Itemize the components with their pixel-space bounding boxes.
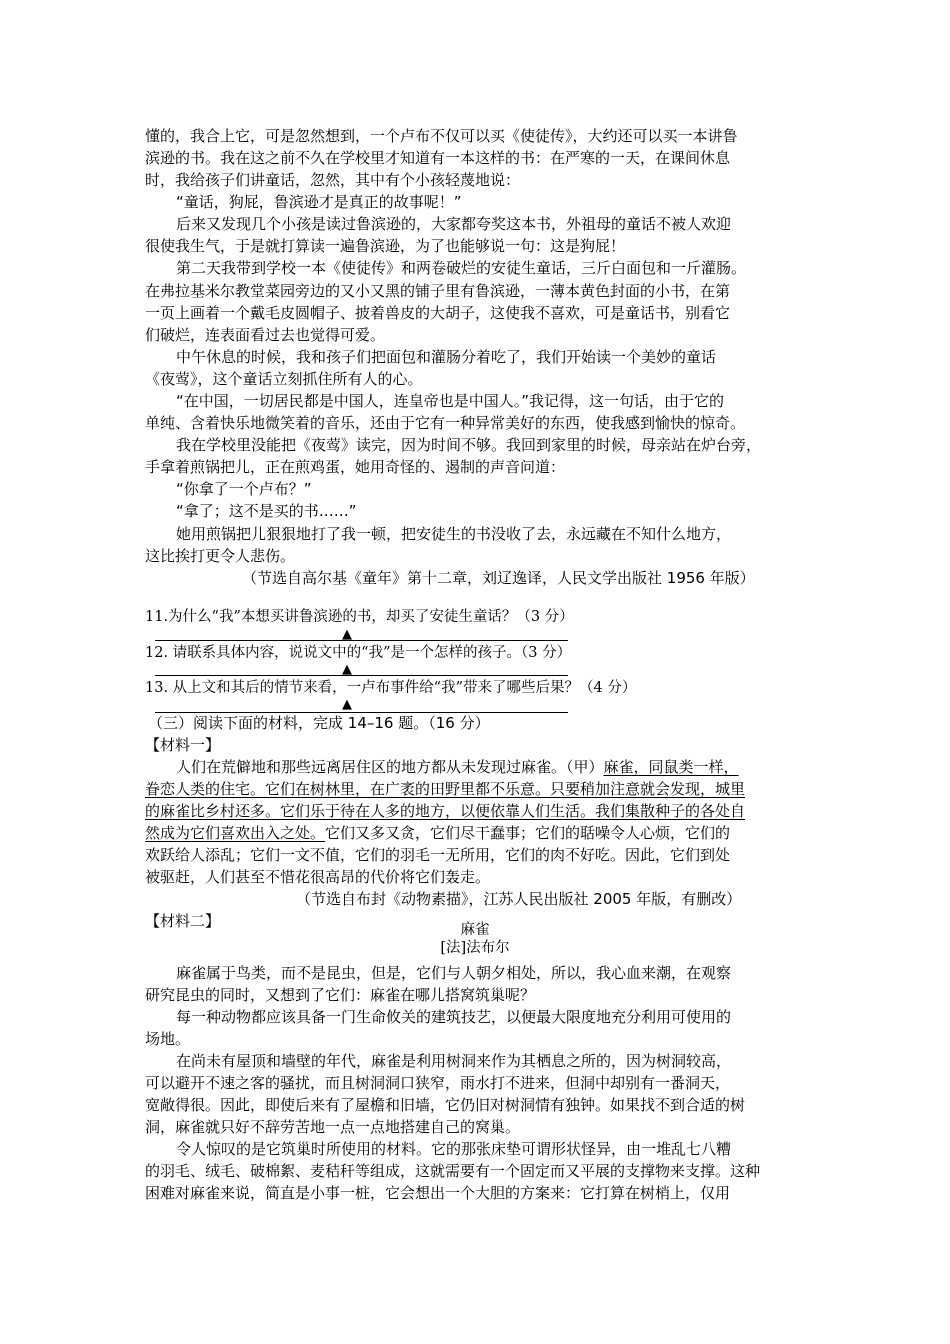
material-2-line: 困难对麻雀来说，简直是小事一桩，它会想出一个大胆的方案来：它打算在树梢上，仅用 xyxy=(145,1184,731,1202)
question-13: 13. 从上文和其后的情节来看，一卢布事件给“我”带来了哪些后果？（4 分） xyxy=(145,680,637,696)
question-12: 12. 请联系具体内容，说说文中的“我”是一个怎样的孩子。（3 分） xyxy=(145,645,572,661)
material-2-line: 麻雀属于鸟类，而不是昆虫，但是，它们与人朝夕相处，所以，我心血来潮，在观察 xyxy=(176,964,732,982)
passage-line: 滨逊的书。我在这之前不久在学校里才知道有一本这样的书：在严寒的一天，在课间休息 xyxy=(145,149,731,167)
material-2-line: 宽敞得很。因此，即使后来有了屋檐和旧墙，它仍旧对树洞情有独钟。如果找不到合适的树 xyxy=(145,1096,746,1114)
passage-line: “拿了；这不是买的书……” xyxy=(176,502,357,520)
underlined-text: 然成为它们喜欢出入之处。 xyxy=(145,824,326,842)
passage-line: 们破烂，连表面看过去也觉得可爱。 xyxy=(145,326,386,344)
passage-source: （节选自高尔基《童年》第十二章，刘辽逸译，人民文学出版社 1956 年版） xyxy=(242,569,755,587)
material-2-author: [法]法布尔 xyxy=(440,940,510,956)
material-1-text: 人们在荒僻地和那些远离居住区的地方都从未发现过麻雀。（甲） xyxy=(176,758,604,776)
section-heading: （三）阅读下面的材料，完成 14–16 题。（16 分） xyxy=(148,714,490,732)
underlined-text: 眷恋人类的住宅。它们在树林里，在广袤的田野里都不乐意。只要稍加注意就会发现，城里 xyxy=(145,780,746,798)
material-2-line: 场地。 xyxy=(145,1030,191,1048)
material-2-title: 麻雀 xyxy=(460,922,490,938)
passage-line: 《夜莺》，这个童话立刻抓住所有人的心。 xyxy=(145,370,423,388)
material-1-text: 它们又多又贪，它们尽干蠢事；它们的聒噪令人心烦，它们的 xyxy=(325,824,731,842)
underlined-text: 麻雀，同鼠类一样， xyxy=(603,758,739,776)
material-1-label: 【材料一】 xyxy=(145,736,221,754)
passage-line: “童话，狗屁，鲁滨逊才是真正的故事呢！” xyxy=(176,193,462,211)
answer-marker: ▲ xyxy=(342,627,352,642)
passage-line: 中午休息的时候，我和孩子们把面包和灌肠分着吃了，我们开始读一个美妙的童话 xyxy=(176,348,717,366)
answer-line xyxy=(155,675,568,676)
material-2-line: 令人惊叹的是它筑巢时所使用的材料。它的那张床垫可谓形状怪异，由一堆乱七八糟 xyxy=(176,1140,732,1158)
material-1-line xyxy=(145,822,730,844)
material-2-line: 每一种动物都应该具备一门生命攸关的建筑技艺，以便最大限度地充分利用可使用的 xyxy=(176,1008,732,1026)
material-1-line: 欢跃给人添乱；它们一文不值，它们的羽毛一无所用，它们的肉不好吃。因此，它们到处 xyxy=(145,846,731,864)
material-2-label: 【材料二】 xyxy=(145,912,221,930)
answer-marker: ▲ xyxy=(342,697,352,712)
passage-line: 这比挨打更令人悲伤。 xyxy=(145,547,296,565)
passage-line: 后来又发现几个小孩是读过鲁滨逊的，大家都夸奖这本书，外祖母的童话不被人欢迎 xyxy=(176,215,732,233)
passage-line: 单纯、含着快乐地微笑着的音乐，还由于它有一种异常美好的东西，使我感到愉快的惊奇。 xyxy=(145,414,746,432)
passage-line: 第二天我带到学校一本《使徒传》和两卷破烂的安徒生童话，三斤白面包和一斤灌肠。 xyxy=(176,259,747,277)
passage-line: 懂的，我合上它，可是忽然想到，一个卢布不仅可以买《使徒传》，大约还可以买一本讲鲁 xyxy=(145,127,738,145)
underlined-text: 的麻雀比乡村还多。它们乐于待在人多的地方，以便依靠人们生活。我们集散种子的各处自 xyxy=(145,802,746,820)
material-2-line: 可以避开不速之客的骚扰，而且树洞洞口狭窄，雨水打不进来，但洞中却别有一番洞天， xyxy=(145,1074,731,1092)
material-1-line xyxy=(145,800,745,822)
material-1-source: （节选自布封《动物素描》，江苏人民出版社 2005 年版，有删改） xyxy=(296,890,742,908)
material-1-line: 被驱赶，人们甚至不惜花很高昂的代价将它们轰走。 xyxy=(145,868,491,886)
material-2-line: 研究昆虫的同时，又想到了它们：麻雀在哪儿搭窝筑巢呢？ xyxy=(145,986,536,1004)
passage-line: 在弗拉基米尔教堂菜园旁边的又小又黑的铺子里有鲁滨逊，一薄本黄色封面的小书，在第 xyxy=(145,282,731,300)
passage-line: 手拿着煎锅把儿，正在煎鸡蛋，她用奇怪的、遏制的声音问道： xyxy=(145,458,566,476)
passage-line: “在中国，一切居民都是中国人，连皇帝也是中国人。”我记得，这一句话，由于它的 xyxy=(176,392,725,410)
passage-line: 很使我生气，于是就打算读一遍鲁滨逊，为了也能够说一句：这是狗屁！ xyxy=(145,237,626,255)
answer-marker: ▲ xyxy=(342,662,352,677)
passage-line: “你拿了一个卢布？” xyxy=(176,480,312,498)
passage-line: 她用煎锅把儿狠狠地打了我一顿，把安徒生的书没收了去，永远藏在不知什么地方， xyxy=(176,525,732,543)
material-2-line: 的羽毛、绒毛、破棉絮、麦秸秆等组成，这就需要有一个固定而又平展的支撑物来支撑。这种 xyxy=(145,1162,761,1180)
material-2-line: 在尚未有屋顶和墙壁的年代，麻雀是利用树洞来作为其栖息之所的，因为树洞较高， xyxy=(176,1052,732,1070)
answer-line xyxy=(155,640,568,641)
passage-line: 我在学校里没能把《夜莺》读完，因为时间不够。我回到家里的时候，母亲站在炉台旁， xyxy=(176,436,762,454)
passage-line: 时，我给孩子们讲童话，忽然，其中有个小孩轻蔑地说： xyxy=(145,171,521,189)
passage-line: 一页上画着一个戴毛皮圆帽子、披着兽皮的大胡子，这使我不喜欢，可是童话书，别看它 xyxy=(145,304,731,322)
material-1-line xyxy=(176,756,739,778)
material-2-line: 洞，麻雀就只好不辞劳苦地一点一点地搭建自己的窝巢。 xyxy=(145,1118,521,1136)
material-1-line xyxy=(145,778,745,800)
question-11: 11.为什么“我”本想买讲鲁滨逊的书，却买了安徒生童话？（3 分） xyxy=(145,609,574,625)
